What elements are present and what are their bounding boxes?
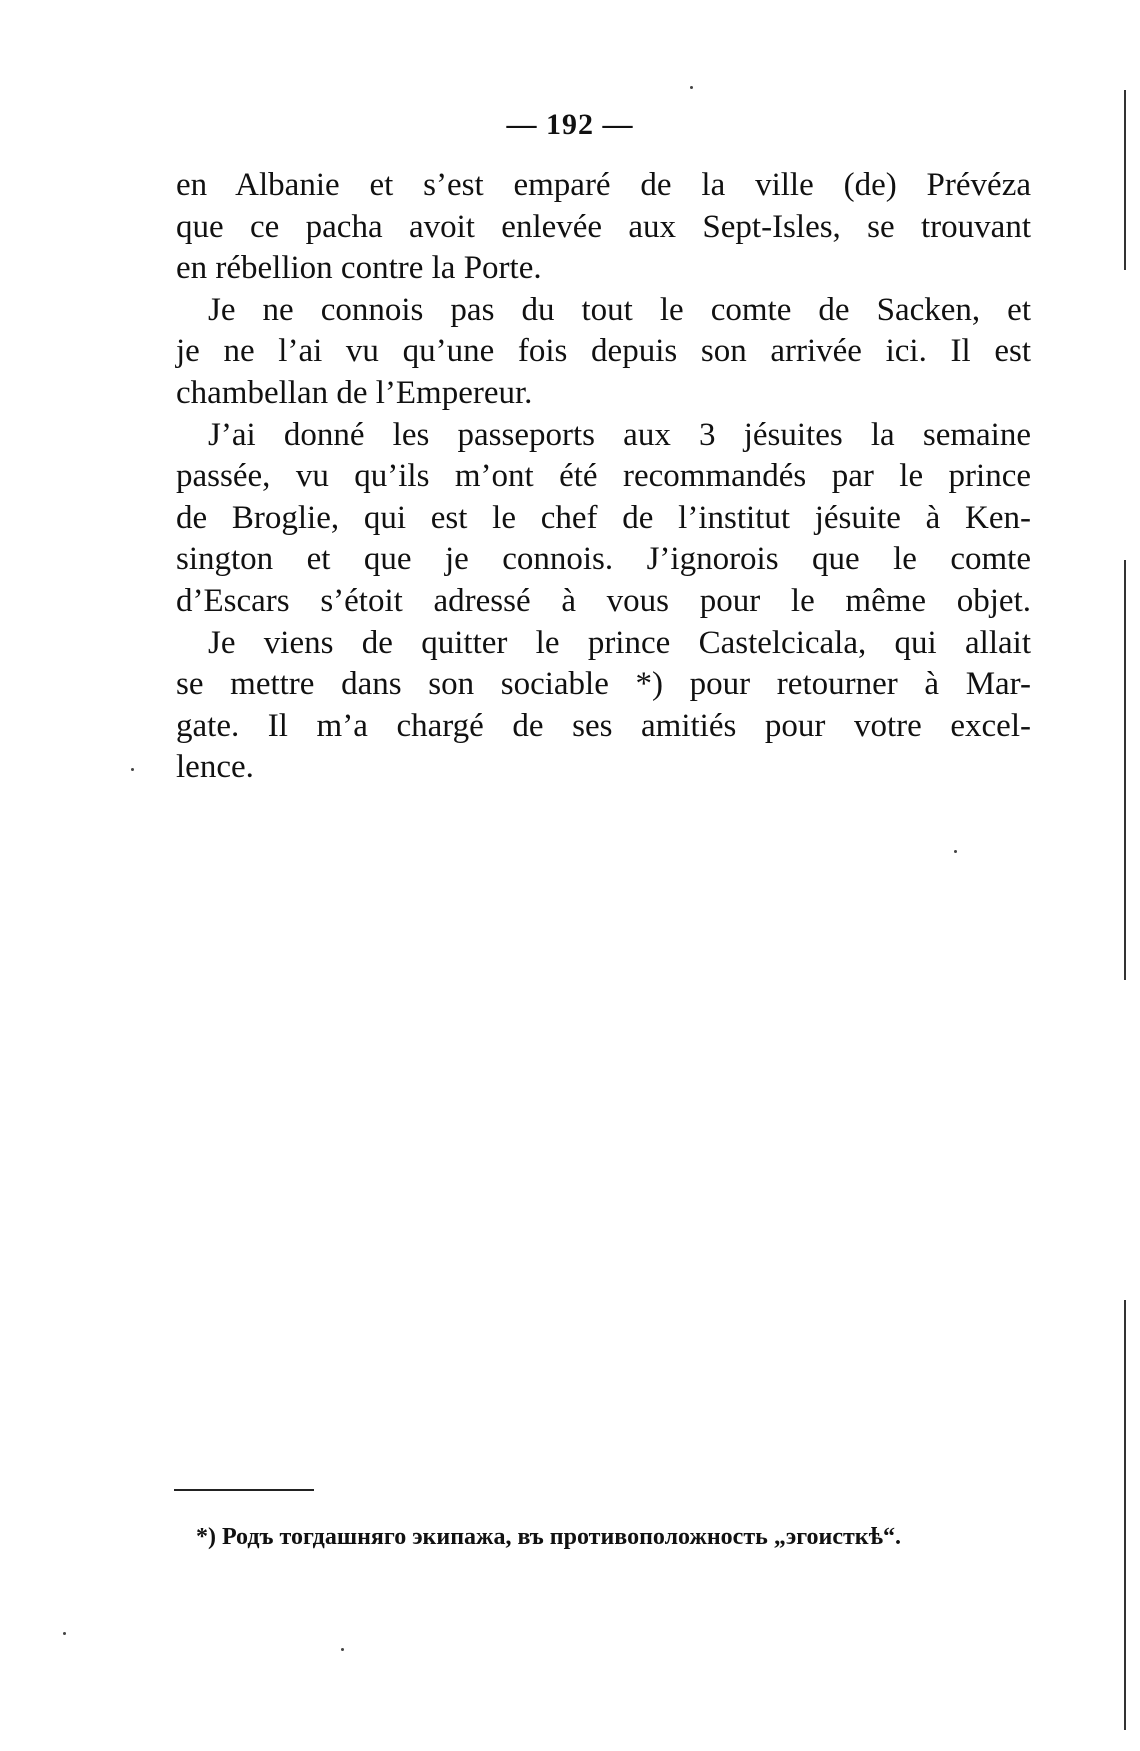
text-line: passée, vu qu’ils m’ont été recommandés par le prince <box>176 458 1031 495</box>
text-line: se mettre dans son sociable *) pour retourner à Mar- <box>176 666 1031 703</box>
text-line: en rébellion contre la Porte. <box>176 250 542 287</box>
text-line: lence. <box>176 749 254 786</box>
footnote: *) Родъ тогдашняго экипажа, въ противоположность „эгоисткѣ“. <box>196 1524 901 1550</box>
scan-speck <box>341 1648 344 1651</box>
text-line: Je ne connois pas du tout le comte de Sacken, et <box>208 291 1031 328</box>
text-line: d’Escars s’étoit adressé à vous pour le même objet. <box>176 582 1031 619</box>
paragraph <box>176 165 1031 290</box>
text-line: que ce pacha avoit enlevée aux Sept-Isles, se trouvant <box>176 208 1031 245</box>
paragraph <box>176 623 1031 789</box>
text-line: J’ai donné les passeports aux 3 jésuites la semaine <box>208 416 1031 453</box>
text-line: Je viens de quitter le prince Castelcicala, qui allait <box>208 624 1031 661</box>
scan-edge-line <box>1124 560 1126 980</box>
page-number: — 192 — <box>506 108 634 141</box>
text-line: chambellan de l’Empereur. <box>176 374 533 411</box>
body-text <box>176 165 1031 789</box>
scan-speck <box>131 768 134 771</box>
scan-edge-line <box>1124 90 1126 270</box>
scan-edge-line <box>1124 1300 1126 1730</box>
text-line: en Albanie et s’est emparé de la ville (de) Prévéza <box>176 167 1031 203</box>
text-line: gate. Il m’a chargé de ses amitiés pour votre excel- <box>176 707 1031 744</box>
scan-speck <box>954 850 957 853</box>
paragraph <box>176 415 1031 623</box>
text-line: sington et que je connois. J’ignorois que le comte <box>176 541 1031 578</box>
footnote-divider <box>174 1489 314 1491</box>
text-line: je ne l’ai vu qu’une fois depuis son arrivée ici. Il est <box>176 333 1031 370</box>
paragraph <box>176 290 1031 415</box>
text-line: de Broglie, qui est le chef de l’institut jésuite à Ken- <box>176 499 1031 536</box>
scan-speck <box>63 1632 66 1635</box>
scan-speck <box>690 86 693 89</box>
